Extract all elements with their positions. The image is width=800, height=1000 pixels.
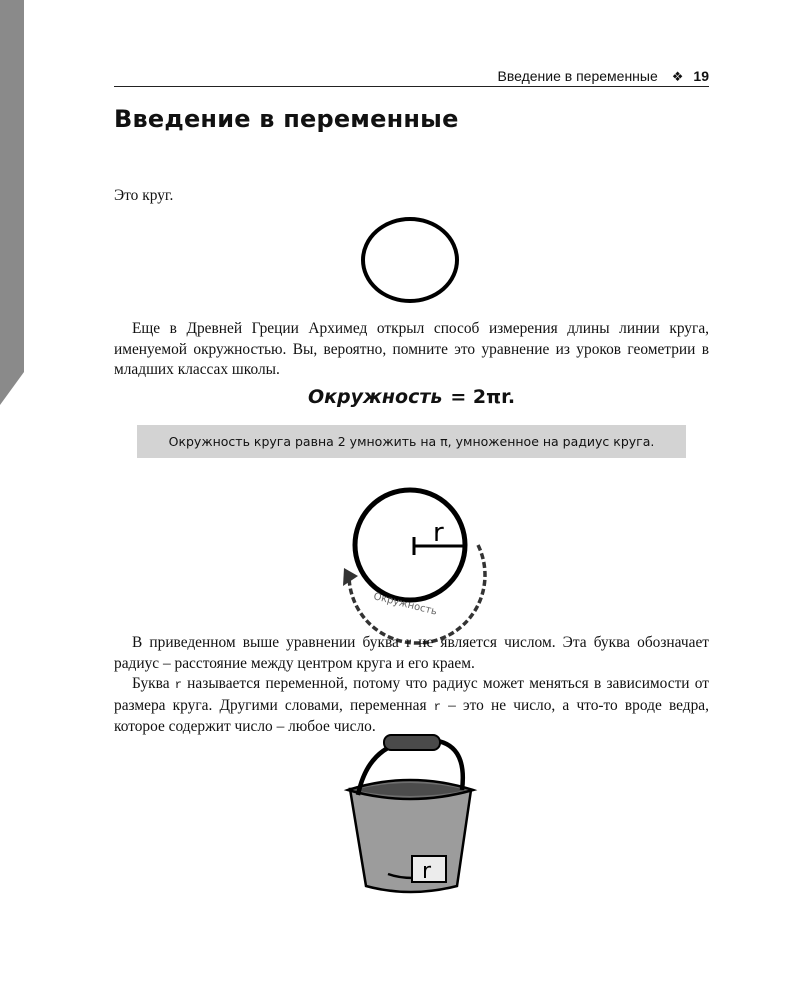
bucket-body: [350, 789, 471, 892]
page-edge-tab: [0, 0, 30, 410]
text-run: называется переменной, потому что радиус может меняться в зависимости от размера круга. Другими словами, переменная: [114, 675, 709, 714]
text-run: – это не число, а что-то вроде ведра, которое содержит число – любое число.: [114, 696, 709, 735]
radius-label: r: [433, 518, 444, 548]
circumference-formula: [114, 386, 709, 408]
arc-label: Окружность: [372, 591, 439, 618]
paragraph-bucket: [114, 674, 709, 738]
paragraph-archimedes: Еще в Древней Греции Архимед открыл способ измерения длины линии круга, именуемой окружностью. Вы, вероятно, помните это уравнение из уроков геометрии в младших классах школы.: [114, 320, 709, 378]
ornament-icon: ❖: [671, 69, 684, 84]
bucket-illustration: [340, 732, 485, 902]
bucket-label: r: [422, 859, 432, 884]
formula-caption: Окружность круга равна 2 умножить на π, умноженное на радиус круга.: [137, 425, 686, 458]
section-title: Введение в переменные: [114, 105, 459, 133]
running-header: [114, 66, 709, 87]
radius-diagram: [330, 476, 500, 621]
inline-variable: r: [433, 699, 441, 714]
inline-variable: r: [174, 678, 182, 692]
circle-figure: [360, 216, 464, 306]
text-run: Буква: [132, 675, 175, 692]
formula-lhs: Окружность: [307, 386, 443, 408]
running-title: Введение в переменные: [497, 68, 658, 84]
paragraph-intro: Это круг.: [114, 187, 174, 204]
paragraph-variable-r: [114, 633, 709, 674]
page-number: 19: [693, 68, 709, 84]
handle-grip: [384, 735, 440, 750]
formula-rhs: = 2πr.: [450, 386, 516, 408]
paragraph-variable-r-text: В приведенном выше уравнении буква r не является числом. Эта буква обозначает радиус – расстояние между центром круга и его краем.: [114, 634, 709, 672]
